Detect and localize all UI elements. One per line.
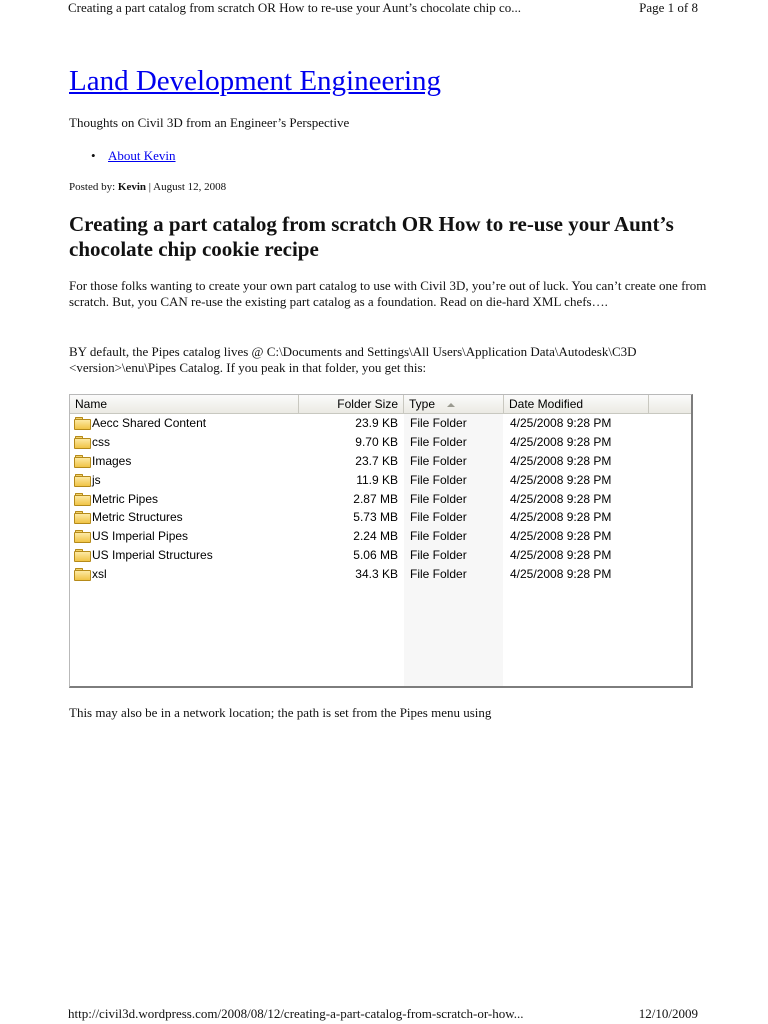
print-header: [68, 0, 698, 18]
about-kevin-link[interactable]: About Kevin: [108, 148, 176, 163]
file-name: Metric Structures: [92, 510, 183, 525]
blog-tagline: Thoughts on Civil 3D from an Engineer’s Perspective: [69, 115, 350, 130]
file-type: File Folder: [410, 548, 467, 563]
file-name-cell: [74, 490, 158, 508]
file-row[interactable]: [70, 546, 691, 565]
posted-by-label: Posted by:: [69, 181, 116, 193]
file-name-cell: [74, 565, 107, 583]
post-author: Kevin: [117, 181, 147, 193]
file-date-modified: 4/25/2008 9:28 PM: [510, 567, 612, 582]
column-header-row: [70, 395, 691, 414]
file-size: 2.24 MB: [353, 529, 398, 544]
file-size: 23.7 KB: [355, 453, 398, 468]
file-name-cell: [74, 508, 183, 526]
file-name: US Imperial Structures: [92, 548, 213, 563]
folder-icon: [74, 417, 90, 429]
file-type: File Folder: [410, 434, 467, 449]
column-header-name[interactable]: [70, 395, 299, 413]
folder-icon: [74, 568, 90, 580]
post-paragraph: For those folks wanting to create your own part catalog to use with Civil 3D, you’re out of luck. You can’t create one from scratch. But, you CAN re-use the existing part catalog as a foundation. Read on die-hard XML chefs….: [69, 278, 707, 309]
file-size: 5.06 MB: [353, 548, 398, 563]
folder-icon: [74, 493, 90, 505]
print-header-title: Creating a part catalog from scratch OR How to re-use your Aunt’s chocolate chip co...: [68, 0, 522, 15]
file-size: 11.9 KB: [356, 472, 398, 487]
column-header-name-label: Name: [75, 397, 108, 411]
folder-icon: [74, 455, 90, 467]
file-type: File Folder: [410, 453, 467, 468]
file-name-cell: [74, 527, 188, 545]
file-name: xsl: [92, 567, 107, 582]
file-date-modified: 4/25/2008 9:28 PM: [510, 434, 612, 449]
file-type: File Folder: [410, 567, 467, 582]
file-row[interactable]: [70, 433, 691, 452]
post-meta: [69, 180, 226, 194]
bullet-icon: •: [91, 148, 96, 163]
column-header-size[interactable]: [299, 395, 404, 413]
print-footer: [68, 1006, 698, 1022]
post-paragraph: BY default, the Pipes catalog lives @ C:\Documents and Settings\All Users\Application Data\Autodesk\C3D <version>\enu\Pipes Catalog. If you peak in that folder, you get this:: [69, 344, 637, 375]
print-footer-date: 12/10/2009: [638, 1006, 698, 1021]
file-name: Metric Pipes: [92, 491, 159, 506]
sort-ascending-icon: [447, 403, 455, 407]
file-row[interactable]: [70, 490, 691, 509]
column-header-size-label: Folder Size: [337, 397, 398, 411]
file-row[interactable]: [70, 452, 691, 471]
file-name-cell: [74, 452, 131, 470]
file-date-modified: 4/25/2008 9:28 PM: [510, 453, 612, 468]
file-row[interactable]: [70, 565, 691, 584]
file-name: js: [92, 472, 101, 487]
file-row[interactable]: [70, 527, 691, 546]
file-date-modified: 4/25/2008 9:28 PM: [510, 472, 612, 487]
blog-title-link[interactable]: Land Development Engineering: [69, 65, 442, 97]
print-footer-url: http://civil3d.wordpress.com/2008/08/12/creating-a-part-catalog-from-scratch-or-how...: [68, 1006, 524, 1021]
file-type: File Folder: [410, 529, 467, 544]
nav-item-about: [69, 148, 176, 164]
file-name-cell: [74, 433, 110, 451]
folder-icon: [74, 474, 90, 486]
file-size: 34.3 KB: [355, 567, 398, 582]
file-date-modified: 4/25/2008 9:28 PM: [510, 510, 612, 525]
file-date-modified: 4/25/2008 9:28 PM: [510, 491, 612, 506]
nav-menu: [69, 148, 176, 164]
file-name-cell: [74, 414, 206, 432]
file-type: File Folder: [410, 472, 467, 487]
column-header-type-label: Type: [409, 397, 436, 411]
file-size: 9.70 KB: [355, 434, 398, 449]
file-size: 5.73 MB: [353, 510, 398, 525]
file-rows: [70, 414, 691, 584]
file-name: US Imperial Pipes: [92, 529, 189, 544]
post-title: Creating a part catalog from scratch OR How to re-use your Aunt’s chocolate chip cookie recipe: [69, 212, 674, 261]
file-type: File Folder: [410, 510, 467, 525]
file-name: Images: [92, 453, 132, 468]
file-type: File Folder: [410, 416, 467, 430]
file-row[interactable]: [70, 508, 691, 527]
file-type: File Folder: [410, 491, 467, 506]
post-date: | August 12, 2008: [148, 181, 227, 193]
explorer-file-list: [69, 394, 693, 688]
column-header-date[interactable]: [504, 395, 649, 413]
file-date-modified: 4/25/2008 9:28 PM: [510, 416, 612, 430]
folder-icon: [74, 549, 90, 561]
column-header-date-label: Date Modified: [509, 397, 584, 411]
file-size: 2.87 MB: [353, 491, 398, 506]
file-name-cell: [74, 546, 213, 564]
folder-icon: [74, 436, 90, 448]
print-header-page: Page 1 of 8: [639, 0, 698, 15]
file-date-modified: 4/25/2008 9:28 PM: [510, 548, 612, 563]
column-header-type[interactable]: [404, 395, 504, 413]
post-paragraph: This may also be in a network location; the path is set from the Pipes menu using: [69, 705, 492, 720]
file-name: css: [92, 434, 110, 449]
file-row[interactable]: [70, 414, 691, 433]
file-row[interactable]: [70, 471, 691, 490]
folder-icon: [74, 530, 90, 542]
file-name-cell: [74, 471, 101, 489]
file-name: Aecc Shared Content: [92, 416, 207, 430]
file-size: 23.9 KB: [355, 416, 398, 430]
file-date-modified: 4/25/2008 9:28 PM: [510, 529, 612, 544]
folder-icon: [74, 511, 90, 523]
